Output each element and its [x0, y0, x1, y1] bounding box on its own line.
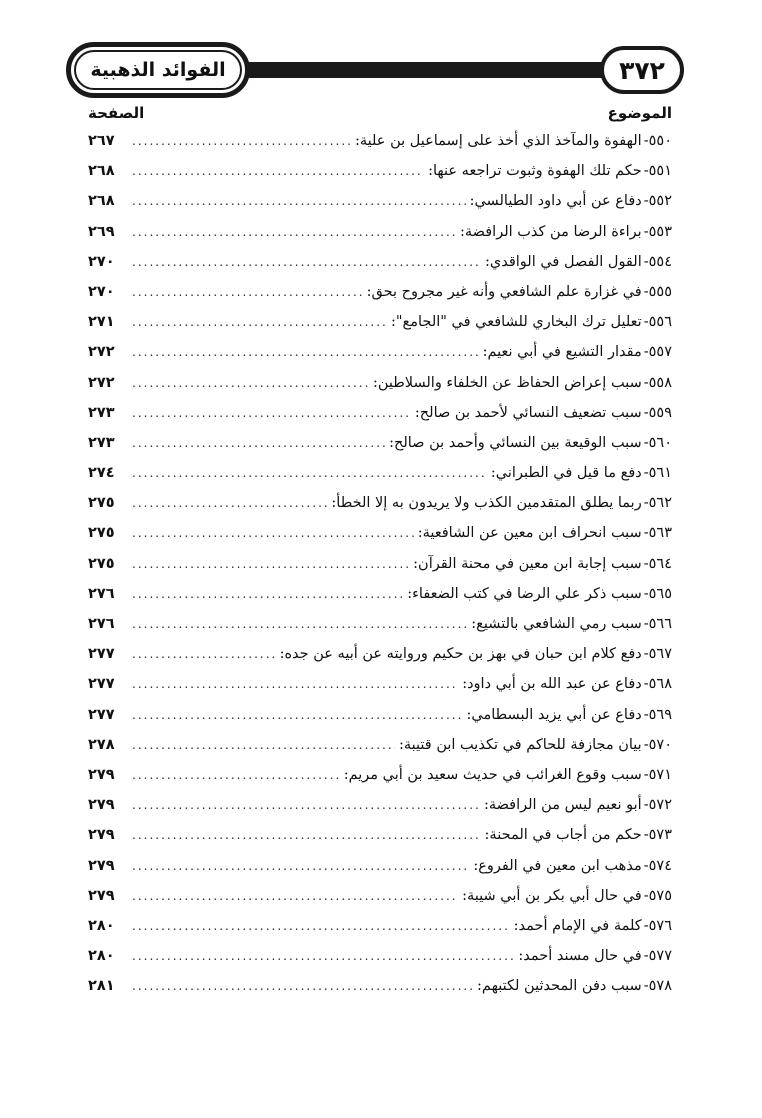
entry-number: ٥٥١- — [643, 163, 672, 180]
toc-entry — [88, 337, 672, 367]
dot-leader — [132, 609, 467, 639]
toc-entry — [88, 730, 672, 760]
entry-title: كلمة في الإمام أحمد: — [513, 917, 642, 934]
entry-page-number: ٢٧٠ — [88, 253, 115, 270]
entry-page-number: ٢٧٦ — [88, 585, 115, 602]
dot-leader — [132, 126, 351, 156]
entry-number: ٥٥٠- — [643, 133, 672, 149]
entry-page-number: ٢٨٠ — [88, 917, 115, 934]
entry-title: ربما يطلق المتقدمين الكذب ولا يريدون به إلا الخطأ: — [331, 495, 642, 512]
entry-title: الهفوة والمآخذ الذي أخذ على إسماعيل بن علية: — [354, 133, 642, 149]
entry-page-number: ٢٦٨ — [88, 193, 115, 210]
entry-title: سبب إجابة ابن معين في محنة القرآن: — [413, 555, 642, 572]
dot-leader — [132, 368, 369, 398]
entry-number: ٥٧٦- — [643, 917, 672, 934]
entry-title: أبو نعيم ليس من الرافضة: — [483, 797, 642, 814]
entry-page-number: ٢٨٠ — [88, 948, 115, 965]
entry-number: ٥٧٨- — [643, 978, 672, 995]
entry-page-number: ٢٧٢ — [88, 374, 115, 391]
dot-leader — [132, 911, 510, 941]
dot-leader — [132, 428, 385, 458]
dot-leader — [132, 337, 479, 367]
entry-title: حكم تلك الهفوة وثبوت تراجعه عنها: — [428, 163, 642, 180]
entry-number: ٥٦٤- — [643, 555, 672, 572]
entry-number: ٥٦٣- — [643, 525, 672, 542]
entry-number: ٥٥٢- — [643, 193, 672, 210]
toc-entry — [88, 609, 672, 639]
subject-column-heading: الموضوع — [607, 104, 672, 122]
toc-entry — [88, 941, 672, 971]
toc-entry — [88, 669, 672, 699]
book-title: الفوائد الذهبية — [90, 59, 226, 81]
toc-entry — [88, 971, 672, 1001]
entry-number: ٥٦٠- — [643, 434, 672, 451]
entry-number: ٥٧٧- — [643, 948, 672, 965]
entry-number: ٥٧٤- — [643, 857, 672, 874]
toc-entry — [88, 307, 672, 337]
entry-title: في حال أبي بكر بن أبي شيبة: — [462, 887, 642, 904]
toc-entry — [88, 186, 672, 216]
entry-page-number: ٢٧٩ — [88, 827, 115, 844]
entry-number: ٥٦٩- — [643, 706, 672, 723]
entry-title: دفاع عن أبي داود الطيالسي: — [469, 193, 642, 210]
entry-page-number: ٢٧٩ — [88, 766, 115, 783]
dot-leader — [132, 881, 458, 911]
entry-page-number: ٢٧٣ — [88, 434, 115, 451]
entry-title: في غزارة علم الشافعي وأنه غير مجروح بحق: — [366, 283, 642, 300]
entry-number: ٥٧٥- — [643, 887, 672, 904]
dot-leader — [132, 971, 473, 1001]
entry-number: ٥٧٣- — [643, 827, 672, 844]
toc-entry — [88, 911, 672, 941]
dot-leader — [132, 790, 480, 820]
entry-title: دفاع عن عبد الله بن أبي داود: — [462, 676, 642, 693]
dot-leader — [132, 820, 481, 850]
entry-number: ٥٥٦- — [643, 314, 672, 331]
toc-entry — [88, 217, 672, 247]
toc-entry — [88, 247, 672, 277]
dot-leader — [132, 639, 276, 669]
entry-page-number: ٢٧٩ — [88, 887, 115, 904]
entry-number: ٥٦٢- — [643, 495, 672, 512]
entry-page-number: ٢٧٦ — [88, 616, 115, 632]
entry-page-number: ٢٧٨ — [88, 736, 115, 753]
dot-leader — [132, 941, 514, 971]
dot-leader — [132, 488, 327, 518]
entry-page-number: ٢٧٩ — [88, 797, 115, 814]
dot-leader — [132, 277, 363, 307]
entry-page-number: ٢٧٥ — [88, 525, 115, 542]
dot-leader — [132, 549, 409, 579]
entry-page-number: ٢٧٢ — [88, 344, 115, 361]
entry-page-number: ٢٦٧ — [88, 133, 115, 149]
dot-leader — [132, 217, 456, 247]
entry-title: دفع ما قيل في الطبراني: — [490, 465, 642, 482]
toc-entry — [88, 428, 672, 458]
table-of-contents — [88, 126, 672, 1001]
entry-title: مقدار التشيع في أبي نعيم: — [482, 344, 642, 361]
entry-page-number: ٢٧٥ — [88, 555, 115, 572]
entry-page-number: ٢٧٤ — [88, 465, 115, 482]
toc-entry — [88, 579, 672, 609]
entry-number: ٥٥٥- — [643, 283, 672, 300]
entry-page-number: ٢٧٣ — [88, 404, 115, 421]
toc-entry — [88, 277, 672, 307]
entry-title: سبب تضعيف النسائي لأحمد بن صالح: — [414, 404, 642, 421]
entry-number: ٥٥٨- — [643, 374, 672, 391]
toc-entry — [88, 368, 672, 398]
toc-entry — [88, 790, 672, 820]
toc-entry — [88, 518, 672, 548]
entry-title: سبب الوقيعة بين النسائي وأحمد بن صالح: — [389, 434, 642, 451]
dot-leader — [132, 730, 395, 760]
entry-number: ٥٦١- — [643, 465, 672, 482]
page-number-frame — [600, 46, 684, 94]
entry-page-number: ٢٦٨ — [88, 163, 115, 180]
page-header — [66, 42, 684, 98]
dot-leader — [132, 398, 411, 428]
toc-entry — [88, 639, 672, 669]
entry-page-number: ٢٧٩ — [88, 857, 115, 874]
dot-leader — [132, 307, 387, 337]
toc-entry — [88, 126, 672, 156]
toc-entry — [88, 820, 672, 850]
entry-title: دفع كلام ابن حبان في بهز بن حكيم وروايته عن أبيه عن جده: — [279, 646, 642, 663]
entry-number: ٥٦٦- — [643, 616, 672, 632]
entry-title: سبب إعراض الحفاظ عن الخلفاء والسلاطين: — [372, 374, 642, 391]
entry-number: ٥٧٢- — [643, 797, 672, 814]
dot-leader — [132, 579, 403, 609]
entry-title: براءة الرضا من كذب الرافضة: — [460, 223, 642, 240]
entry-number: ٥٥٩- — [643, 404, 672, 421]
entry-number: ٥٦٥- — [643, 585, 672, 602]
entry-number: ٥٥٣- — [643, 223, 672, 240]
entry-page-number: ٢٧٧ — [88, 706, 115, 723]
entry-title: سبب وقوع الغرائب في حديث سعيد بن أبي مريم: — [343, 766, 642, 783]
toc-entry — [88, 458, 672, 488]
entry-title: القول الفصل في الواقدي: — [484, 253, 642, 270]
dot-leader — [132, 186, 466, 216]
entry-number: ٥٧٠- — [643, 736, 672, 753]
entry-title: مذهب ابن معين في الفروع: — [473, 857, 642, 874]
entry-title: سبب ذكر علي الرضا في كتب الضعفاء: — [407, 585, 642, 602]
entry-title: سبب رمي الشافعي بالتشيع: — [471, 616, 642, 632]
entry-page-number: ٢٧١ — [88, 314, 115, 331]
entry-page-number: ٢٧٧ — [88, 676, 115, 693]
entry-title: سبب دفن المحدثين لكتبهم: — [477, 978, 642, 995]
entry-number: ٥٧١- — [643, 766, 672, 783]
entry-page-number: ٢٧٧ — [88, 646, 115, 663]
entry-number: ٥٦٨- — [643, 676, 672, 693]
toc-entry — [88, 549, 672, 579]
toc-entry — [88, 700, 672, 730]
dot-leader — [132, 760, 340, 790]
entry-page-number: ٢٧٠ — [88, 283, 115, 300]
dot-leader — [132, 851, 469, 881]
dot-leader — [132, 669, 458, 699]
book-title-frame — [66, 42, 250, 98]
entry-page-number: ٢٨١ — [88, 978, 115, 995]
entry-title: بيان مجازفة للحاكم في تكذيب ابن قتيبة: — [399, 736, 642, 753]
entry-title: تعليل ترك البخاري للشافعي في "الجامع": — [391, 314, 642, 331]
dot-leader — [132, 247, 481, 277]
dot-leader — [132, 518, 414, 548]
entry-title: حكم من أجاب في المحنة: — [484, 827, 642, 844]
dot-leader — [132, 700, 462, 730]
toc-entry — [88, 760, 672, 790]
toc-entry — [88, 881, 672, 911]
entry-number: ٥٥٧- — [643, 344, 672, 361]
toc-entry — [88, 398, 672, 428]
page-number: ٣٧٢ — [619, 55, 665, 85]
dot-leader — [132, 458, 487, 488]
toc-entry — [88, 156, 672, 186]
entry-number: ٥٥٤- — [643, 253, 672, 270]
entry-page-number: ٢٧٥ — [88, 495, 115, 512]
entry-title: دفاع عن أبي يزيد البسطامي: — [466, 706, 642, 723]
dot-leader — [132, 156, 424, 186]
header-rule — [226, 62, 622, 78]
page-column-heading: الصفحة — [88, 104, 145, 122]
entry-title: في حال مسند أحمد: — [518, 948, 642, 965]
entry-title: سبب انحراف ابن معين عن الشافعية: — [417, 525, 642, 542]
entry-page-number: ٢٦٩ — [88, 223, 115, 240]
toc-entry — [88, 851, 672, 881]
toc-entry — [88, 488, 672, 518]
entry-number: ٥٦٧- — [643, 646, 672, 663]
